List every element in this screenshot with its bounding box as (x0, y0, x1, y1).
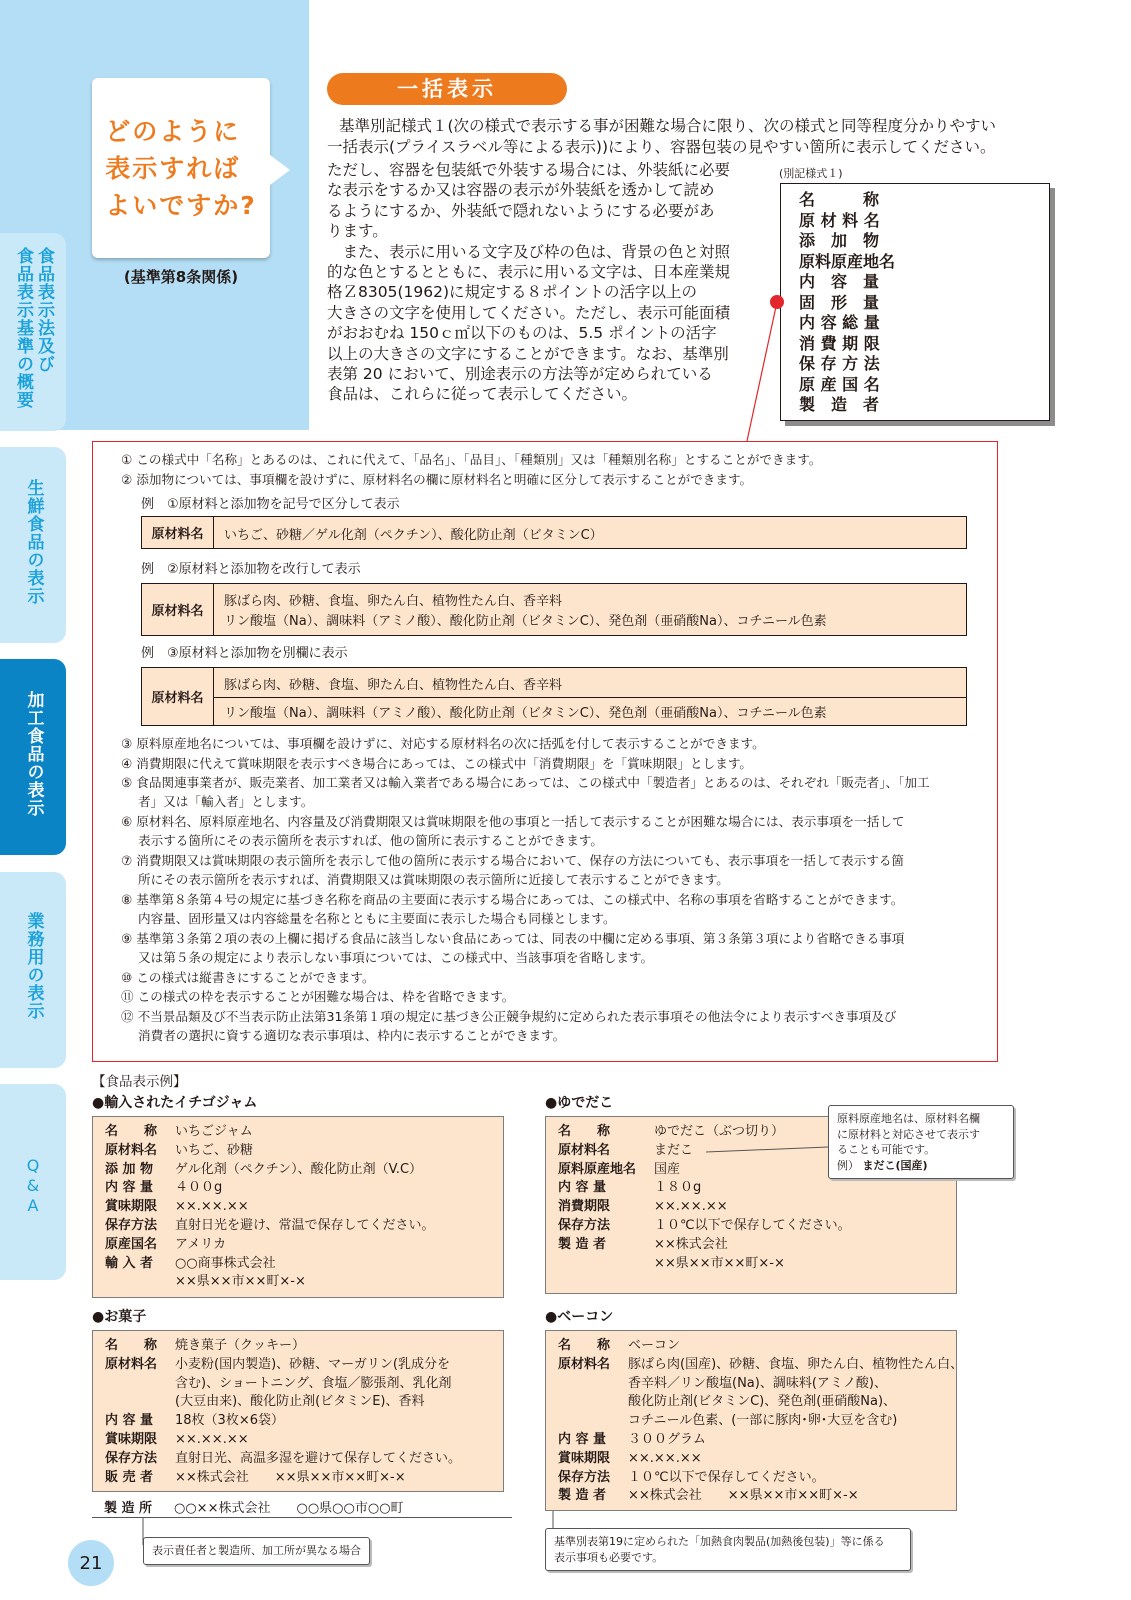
question-line: よいですか? (105, 190, 257, 220)
example-head: 原材料名 (142, 668, 214, 725)
note-1: ① この様式中「名称」とあるのは、これに代えて、「品名」、「品目」、「種類別」又は「種類別名称」とすることができます。 (121, 452, 822, 467)
note-10: ⑩ この様式は縦書きにすることができます。 (121, 970, 375, 985)
food-row-value: ××.××.×× (628, 1450, 702, 1466)
note-12-cont: 消費者の選択に資する適切な表示事項は、枠内に表示することができます。 (138, 1028, 566, 1043)
style1-item: 内 容 量 (799, 272, 880, 291)
intro-line: るようにするか、外装紙で隠れないようにする必要があ (327, 201, 715, 220)
intro-line: 的な色とするとともに、表示に用いる文字は、日本産業規 (327, 263, 731, 282)
food-row-value: 直射日光を避け、常温で保存してください。 (175, 1217, 435, 1233)
callout-line: 基準別表第19に定められた「加熱食肉製品(加熱後包装)」等に係る (554, 1535, 885, 1548)
food-row-value: １８０g (654, 1180, 702, 1196)
note-3: ③ 原料原産地名については、事項欄を設けずに、対応する原材料名の次に括弧を付して表示することができます。 (121, 736, 765, 751)
example-3-label: 例 ③原材料と添加物を別欄に表示 (141, 646, 348, 661)
side-tab-label: 生鮮食品の表示 (23, 479, 44, 605)
example-cell: リン酸塩（Na）、調味料（アミノ酸）、酸化防止剤（ビタミンC）、発色剤（亜硝酸Na）、コチニール色素 (224, 614, 827, 629)
food-row-value: 18枚（3枚×6袋） (175, 1413, 284, 1429)
example-cell: いちご、砂糖／ゲル化剤（ペクチン）、酸化防止剤（ビタミンC） (224, 528, 603, 543)
callout-line: に原材料と対応させて表示す (837, 1127, 980, 1141)
intro-line: また、表示に用いる文字及び枠の色は、背景の色と対照 (327, 242, 731, 261)
food-row-value: コチニール色素、(一部に豚肉･卵･大豆を含む) (628, 1413, 898, 1429)
style1-caption: (別記様式１) (779, 167, 843, 180)
examples-heading: 【食品表示例】 (92, 1074, 187, 1090)
food-row-value: ゲル化剤（ペクチン）、酸化防止剤（V.C） (175, 1161, 423, 1177)
food-row-value: いちご、砂糖 (175, 1142, 254, 1158)
note-5: ⑤ 食品関連事業者が、販売業者、加工業者又は輸入業者である場合にあっては、この様式中「製造者」とあるのは、それぞれ「販売者」、「加工 (121, 775, 930, 790)
side-tab-label: 加工食品の表示 (23, 691, 44, 817)
question-line: どのように (105, 116, 241, 146)
example-head: 原材料名 (142, 584, 214, 635)
food-row-key: 製 造 者 (558, 1488, 607, 1504)
intro-line: がおおむね 150ｃ㎡以下のものは、5.5 ポイントの活字 (327, 324, 717, 343)
food-row-key: 保存方法 (558, 1217, 611, 1233)
food-row-value: アメリカ (175, 1236, 227, 1252)
note-4: ④ 消費期限に代えて賞味期限を表示すべき場合にあっては、この様式中「消費期限」を「賞味期限」とします。 (121, 756, 753, 771)
note-7: ⑦ 消費期限又は賞味期限の表示箇所を表示して他の箇所に表示する場合において、保存の方法についても、表示事項を一括して表示する箇 (121, 853, 905, 868)
food-row-key: 原材料名 (558, 1356, 611, 1372)
food-row-value: １０℃以下で保存してください。 (628, 1469, 825, 1485)
note-8-cont: 内容量、固形量又は内容総量を名称とともに主要面に表示した場合も同様とします。 (138, 911, 616, 926)
food-row-value: ××県××市××町×-× (175, 1274, 306, 1290)
food-row-key: 名 称 (105, 1338, 158, 1353)
intro-line: 表第 20 において、別途表示の方法等が定められている (327, 365, 713, 384)
note-5-cont: 者」又は「輸入者」とします。 (138, 794, 314, 809)
intro-line: 食品は、これらに従って表示してください。 (327, 385, 638, 404)
food-row-value: ○○商事株式会社 (175, 1255, 276, 1271)
food-row-value: ××.××.×× (175, 1431, 249, 1447)
intro-line: 一括表示(プライスラベル等による表示))により、容器包装の見やすい箇所に表示してください。 (327, 138, 996, 156)
note-11: ⑪ この様式の枠を表示することが困難な場合は、枠を省略できます。 (121, 989, 515, 1004)
food-row-value: 焼き菓子（クッキー） (175, 1338, 306, 1353)
food-row-value: ベーコン (628, 1338, 681, 1353)
food-row-key: 賞味期限 (558, 1450, 611, 1466)
food-row-value: ゆでだこ（ぶつ切り） (654, 1124, 785, 1139)
example-cell: リン酸塩（Na）、調味料（アミノ酸）、酸化防止剤（ビタミンC）、発色剤（亜硝酸Na）、コチニール色素 (224, 706, 827, 721)
callout-line: 原料原産地名は、原材料名欄 (837, 1112, 980, 1125)
note-7-cont: 所にその表示箇所を表示すれば、消費期限又は賞味期限の表示箇所に近接して表示することができます。 (138, 872, 729, 887)
example-cell: 豚ばら肉、砂糖、食塩、卵たん白、植物性たん白、香辛料 (224, 678, 563, 693)
example-cell: 豚ばら肉、砂糖、食塩、卵たん白、植物性たん白、香辛料 (224, 594, 563, 609)
intro-line: な表示をするか又は容器の表示が外装紙を透かして読め (327, 181, 715, 200)
intro-line: 基準別記様式１(次の様式で表示する事が困難な場合に限り、次の様式と同等程度分かりやすい (339, 117, 997, 135)
note-12: ⑫ 不当景品類及び不当表示防止法第31条第１項の規定に基づき公正競争規約に定められた表示事項その他法令により表示すべき事項及び (121, 1009, 897, 1024)
food-row-key: 名 称 (105, 1124, 158, 1139)
food-row-value: ××株式会社 ××県××市××町×-× (628, 1488, 859, 1504)
note-9-cont: 又は第５条の規定により表示しない事項については、この様式中、当該事項を省略します。 (138, 950, 654, 965)
food-row-value: ３００グラム (628, 1431, 706, 1447)
food3-maker-value: ○○××株式会社 ○○県○○市○○町 (174, 1501, 404, 1516)
food-row-value: １０℃以下で保存してください。 (654, 1217, 851, 1233)
question-line: 表示すれば (105, 153, 241, 183)
side-tab-label-line1: 食品表示法及び (34, 247, 54, 373)
side-tab-label: Q&A (23, 1156, 43, 1216)
food-row-key: 保存方法 (105, 1450, 158, 1466)
callout-line: 表示事項も必要です。 (554, 1550, 664, 1564)
food-row-key: 名 称 (558, 1124, 611, 1139)
note-8: ⑧ 基準第８条第４号の規定に基づき名称を商品の主要面に表示する場合にあっては、この様式中、名称の事項を省略することができます。 (121, 892, 904, 907)
food-row-key: 賞味期限 (105, 1431, 158, 1447)
food-row-value: 直射日光、高温多湿を避けて保存してください。 (175, 1450, 462, 1466)
food-row-value: 国産 (654, 1161, 681, 1177)
intro-line: 以上の大きさの文字にすることができます。なお、基準別 (327, 344, 729, 363)
style1-item: 名 称 (799, 190, 880, 209)
note-6-cont: 表示する箇所にその表示箇所を表示すれば、他の箇所に表示することができます。 (138, 833, 603, 848)
food3-callout: 表示責任者と製造所、加工所が異なる場合 (143, 1537, 370, 1565)
food3-maker-key: 製 造 所 (104, 1501, 153, 1516)
style1-item: 消 費 期 限 (799, 333, 880, 353)
food-row-value: ××.××.×× (654, 1199, 728, 1215)
food-row-key: 添 加 物 (105, 1161, 154, 1177)
food-row-key: 原料原産地名 (558, 1161, 637, 1177)
food-row-key: 内 容 量 (558, 1180, 607, 1196)
food-row-key: 輸 入 者 (105, 1255, 154, 1271)
food-row-value: 豚ばら肉(国産)、砂糖、食塩、卵たん白、植物性たん白、 (628, 1356, 964, 1372)
callout-example: まだこ(国産) (862, 1158, 928, 1172)
food4-callout (545, 1528, 911, 1571)
food-row-key: 原材料名 (105, 1356, 158, 1372)
food-row-key: 内 容 量 (105, 1180, 154, 1196)
intro-line: ります。 (327, 222, 388, 241)
food-row-key: 製 造 者 (558, 1236, 607, 1252)
food-row-key: 内 容 量 (558, 1431, 607, 1447)
intro-line: ただし、容器を包装紙で外装する場合には、外装紙に必要 (327, 161, 731, 179)
example-1-label: 例 ①原材料と添加物を記号で区分して表示 (141, 497, 400, 512)
style1-item: 製 造 者 (799, 395, 880, 414)
callout-line: ることも可能です。 (837, 1143, 936, 1156)
callout-prefix: 例） (837, 1158, 859, 1172)
intro-line: 大きさの文字を使用してください。ただし、表示可能面積 (327, 303, 731, 322)
food-row-value: いちごジャム (175, 1124, 253, 1139)
food-row-key: 消費期限 (558, 1199, 611, 1215)
food-row-value: ××株式会社 ××県××市××町×-× (175, 1469, 406, 1485)
food-row-value: 香辛料／リン酸塩(Na)、調味料(アミノ酸)、 (628, 1375, 887, 1391)
style1-item: 原料原産地名 (799, 251, 896, 271)
section-title: 一括表示 (327, 73, 567, 105)
food4-title: ●ベーコン (545, 1309, 614, 1325)
side-tab-label: 業務用の表示 (23, 912, 44, 1020)
note-9: ⑨ 基準第３条第２項の表の上欄に掲げる食品に該当しない食品にあっては、同表の中欄に定める事項、第３条第３項により省略できる事項 (121, 931, 905, 946)
style1-item: 固 形 量 (799, 292, 880, 312)
example-head: 原材料名 (142, 517, 214, 548)
food-row-value: ××県××市××町×-× (654, 1255, 785, 1271)
food-row-key: 原材料名 (558, 1142, 611, 1158)
food-row-value: 含む)、ショートニング、食塩／膨張剤、乳化剤 (175, 1375, 452, 1391)
food-row-key: 原産国名 (105, 1236, 158, 1252)
style1-item: 保 存 方 法 (799, 354, 880, 373)
page-number: 21 (68, 1540, 114, 1586)
food-row-value: まだこ (654, 1142, 694, 1158)
style1-item: 原 材 料 名 (799, 210, 880, 230)
note-2: ② 添加物については、事項欄を設けずに、原材料名の欄に原材料名と明確に区分して表示することができます。 (121, 472, 753, 487)
style1-item: 添 加 物 (799, 231, 880, 250)
food-row-value: ××.××.×× (175, 1199, 249, 1215)
food-row-key: 保存方法 (558, 1469, 611, 1485)
note-6: ⑥ 原材料名、原料原産地名、内容量及び消費期限又は賞味期限を他の事項と一括して表示することが困難な場合には、表示事項を一括して (121, 814, 905, 829)
food-row-value: 小麦粉(国内製造)、砂糖、マーガリン(乳成分を (175, 1356, 450, 1372)
food-row-value: 酸化防止剤(ビタミンC)、発色剤(亜硝酸Na)、 (628, 1394, 897, 1410)
basis-label: (基準第8条関係) (123, 268, 239, 286)
food1-title: ●輸入されたイチゴジャム (92, 1095, 258, 1111)
food-row-key: 内 容 量 (105, 1413, 154, 1429)
side-tab-label-line2: 食品表示基準の概要 (13, 247, 33, 409)
food-row-key: 賞味期限 (105, 1199, 158, 1215)
food-row-key: 名 称 (558, 1338, 611, 1353)
food-row-value: (大豆由来)、酸化防止剤(ビタミンE)、香料 (175, 1394, 425, 1410)
food-row-value: ××株式会社 (654, 1236, 728, 1252)
example-2-label: 例 ②原材料と添加物を改行して表示 (141, 562, 361, 577)
style1-item: 原 産 国 名 (799, 374, 880, 394)
food-row-key: 販 売 者 (105, 1469, 154, 1485)
food-row-key: 保存方法 (105, 1217, 158, 1233)
intro-line: 格Ｚ8305(1962)に規定する８ポイントの活字以上の (327, 283, 697, 302)
style1-item: 内 容 総 量 (799, 313, 880, 332)
food3-title: ●お菓子 (92, 1309, 147, 1325)
food-row-key: 原材料名 (105, 1142, 158, 1158)
food-row-value: ４００g (175, 1180, 223, 1196)
food2-title: ●ゆでだこ (545, 1095, 614, 1111)
